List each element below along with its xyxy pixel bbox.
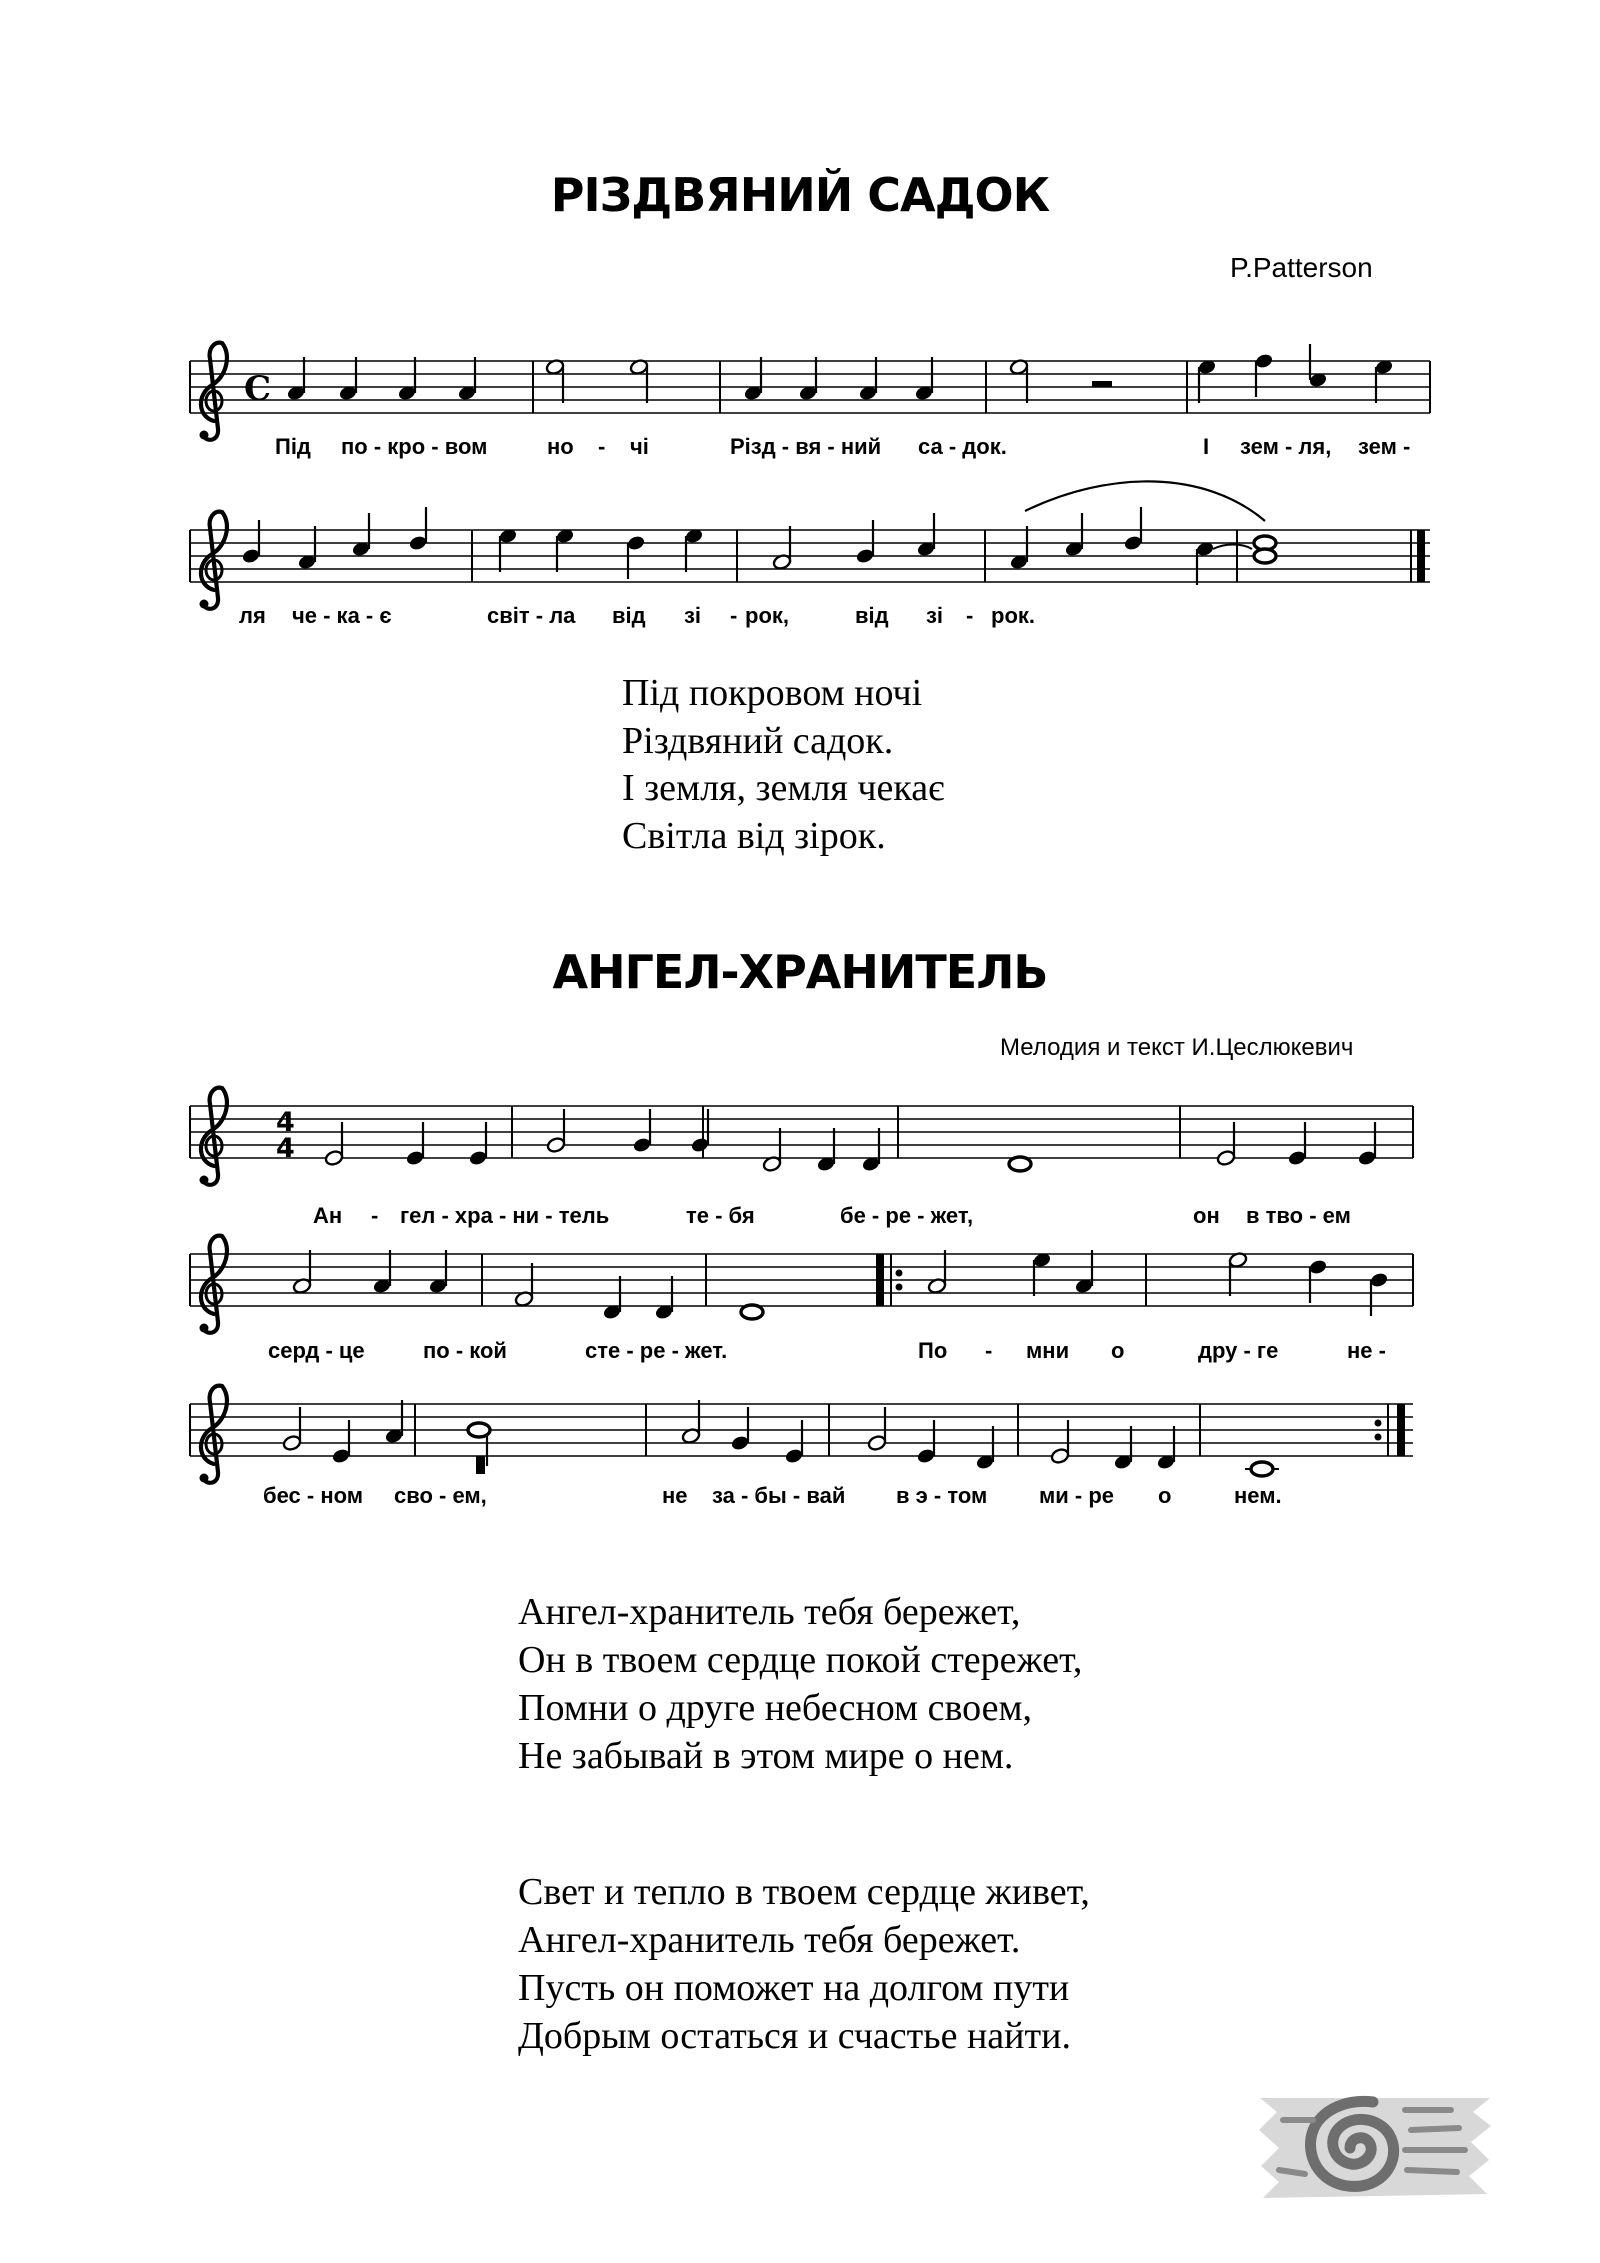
song2-lyric: мни bbox=[1026, 1338, 1070, 1363]
verse-line: Різдвяний садок. bbox=[622, 719, 894, 762]
song2-composer: Мелодия и текст И.Цеслюкевич bbox=[1000, 1034, 1354, 1061]
song1-lyric: зем - bbox=[1358, 434, 1411, 459]
song2-staff-1 bbox=[190, 1088, 1413, 1185]
song1-lyric: - bbox=[730, 603, 738, 628]
song2-staff-3 bbox=[190, 1386, 1413, 1483]
song1-composer: P.Patterson bbox=[1230, 252, 1373, 283]
verse-line: Під покровом ночі bbox=[622, 672, 923, 714]
song1-lyric: рок, bbox=[745, 603, 789, 628]
spiral-ornament-icon bbox=[1255, 2090, 1495, 2210]
song2-lyric: бес - ном bbox=[263, 1483, 364, 1508]
song2-title: АНГЕЛ-ХРАНИТЕЛЬ bbox=[552, 945, 1048, 999]
treble-clef-icon bbox=[200, 512, 227, 609]
song2-lyric: бе - ре - жет, bbox=[840, 1203, 974, 1228]
song2-lyric: нем. bbox=[1234, 1483, 1282, 1508]
song2-lyric: - bbox=[985, 1338, 993, 1363]
song2-lyric: Ан bbox=[313, 1203, 343, 1228]
song1-lyric: по - кро - вом bbox=[341, 434, 488, 459]
song1-lyric: зі bbox=[926, 603, 944, 628]
song1-lyric: но bbox=[547, 434, 574, 459]
song1-staff-1 bbox=[190, 343, 1430, 440]
verse-line: Світла від зірок. bbox=[622, 814, 886, 857]
treble-clef-icon bbox=[200, 1386, 227, 1483]
song1-title: РІЗДВЯНИЙ САДОК bbox=[550, 168, 1050, 222]
song2-lyric: По bbox=[918, 1338, 948, 1363]
song2-lyric: дру - ге bbox=[1198, 1338, 1279, 1363]
song2-lyric: гел - хра - ни - тель bbox=[400, 1203, 610, 1228]
song2-lyric: ми - ре bbox=[1039, 1483, 1115, 1508]
song1-lyric: світ - ла bbox=[487, 603, 576, 628]
song1-verse bbox=[622, 670, 944, 860]
song2-lyric: сте - ре - жет. bbox=[585, 1338, 728, 1363]
song2-lyric: сво - ем, bbox=[394, 1483, 487, 1508]
song1-lyric: - bbox=[966, 603, 974, 628]
song2-lyric: в тво - ем bbox=[1246, 1203, 1351, 1228]
song2-lyric: те - бя bbox=[686, 1203, 755, 1228]
song1-lyric: чі bbox=[630, 434, 649, 459]
song2-lyric: о bbox=[1111, 1338, 1125, 1363]
song2-lyric: по - кой bbox=[423, 1338, 507, 1363]
song1-lyric: зі bbox=[684, 603, 702, 628]
song1-lyric: від bbox=[612, 603, 646, 628]
song1-lyric: са - док. bbox=[918, 434, 1007, 459]
song2-lyric: о bbox=[1158, 1483, 1172, 1508]
treble-clef-icon bbox=[200, 343, 227, 440]
song1-lyric: че - ка - є bbox=[292, 603, 392, 628]
song1-lyric: Під bbox=[275, 434, 311, 459]
song1-lyric: - bbox=[598, 434, 606, 459]
verse-line: Пусть он поможет на долгом пути bbox=[518, 1967, 1070, 2009]
treble-clef-icon bbox=[200, 1088, 227, 1185]
common-time-icon: C bbox=[244, 369, 272, 409]
song1-lyric: від bbox=[855, 603, 889, 628]
song2-verse-1 bbox=[518, 1588, 1082, 1780]
song1-lyric: І bbox=[1203, 434, 1210, 459]
verse-line: Он в твоем сердце покой стережет, bbox=[518, 1639, 1083, 1681]
verse-line: Помни о друге небесном своем, bbox=[518, 1687, 1033, 1729]
verse-line: Ангел-хранитель тебя бережет. bbox=[518, 1919, 1021, 1961]
song2-lyric: - bbox=[371, 1203, 379, 1228]
verse-line: І земля, земля чекає bbox=[622, 767, 945, 809]
song2-lyric: не - bbox=[1347, 1338, 1386, 1363]
treble-clef-icon bbox=[200, 1236, 227, 1333]
half-rest-icon bbox=[1092, 381, 1112, 387]
song2-lyric: серд - це bbox=[268, 1338, 365, 1363]
verse-line: Свет и тепло в твоем сердце живет, bbox=[518, 1871, 1090, 1913]
song2-staff-2 bbox=[190, 1236, 1413, 1333]
song2-lyric: он bbox=[1193, 1203, 1220, 1228]
time-signature-bottom: 4 bbox=[276, 1133, 295, 1164]
song2-verse-2 bbox=[518, 1868, 1090, 2060]
song1-staff-2 bbox=[190, 481, 1430, 608]
song1-lyric: ля bbox=[239, 603, 266, 628]
song2-lyric: в э - том bbox=[896, 1483, 988, 1508]
verse-line: Не забывай в этом мире о нем. bbox=[518, 1735, 1014, 1777]
song2-lyric: за - бы - вай bbox=[712, 1483, 846, 1508]
song1-lyric: Різд - вя - ний bbox=[730, 434, 882, 459]
time-signature-top: 4 bbox=[276, 1107, 295, 1138]
verse-line: Добрым остаться и счастье найти. bbox=[518, 2015, 1071, 2057]
song1-lyric: зем - ля, bbox=[1240, 434, 1332, 459]
verse-line: Ангел-хранитель тебя бережет, bbox=[518, 1591, 1021, 1633]
song1-lyric: рок. bbox=[991, 603, 1035, 628]
song2-lyric: не bbox=[662, 1483, 688, 1508]
